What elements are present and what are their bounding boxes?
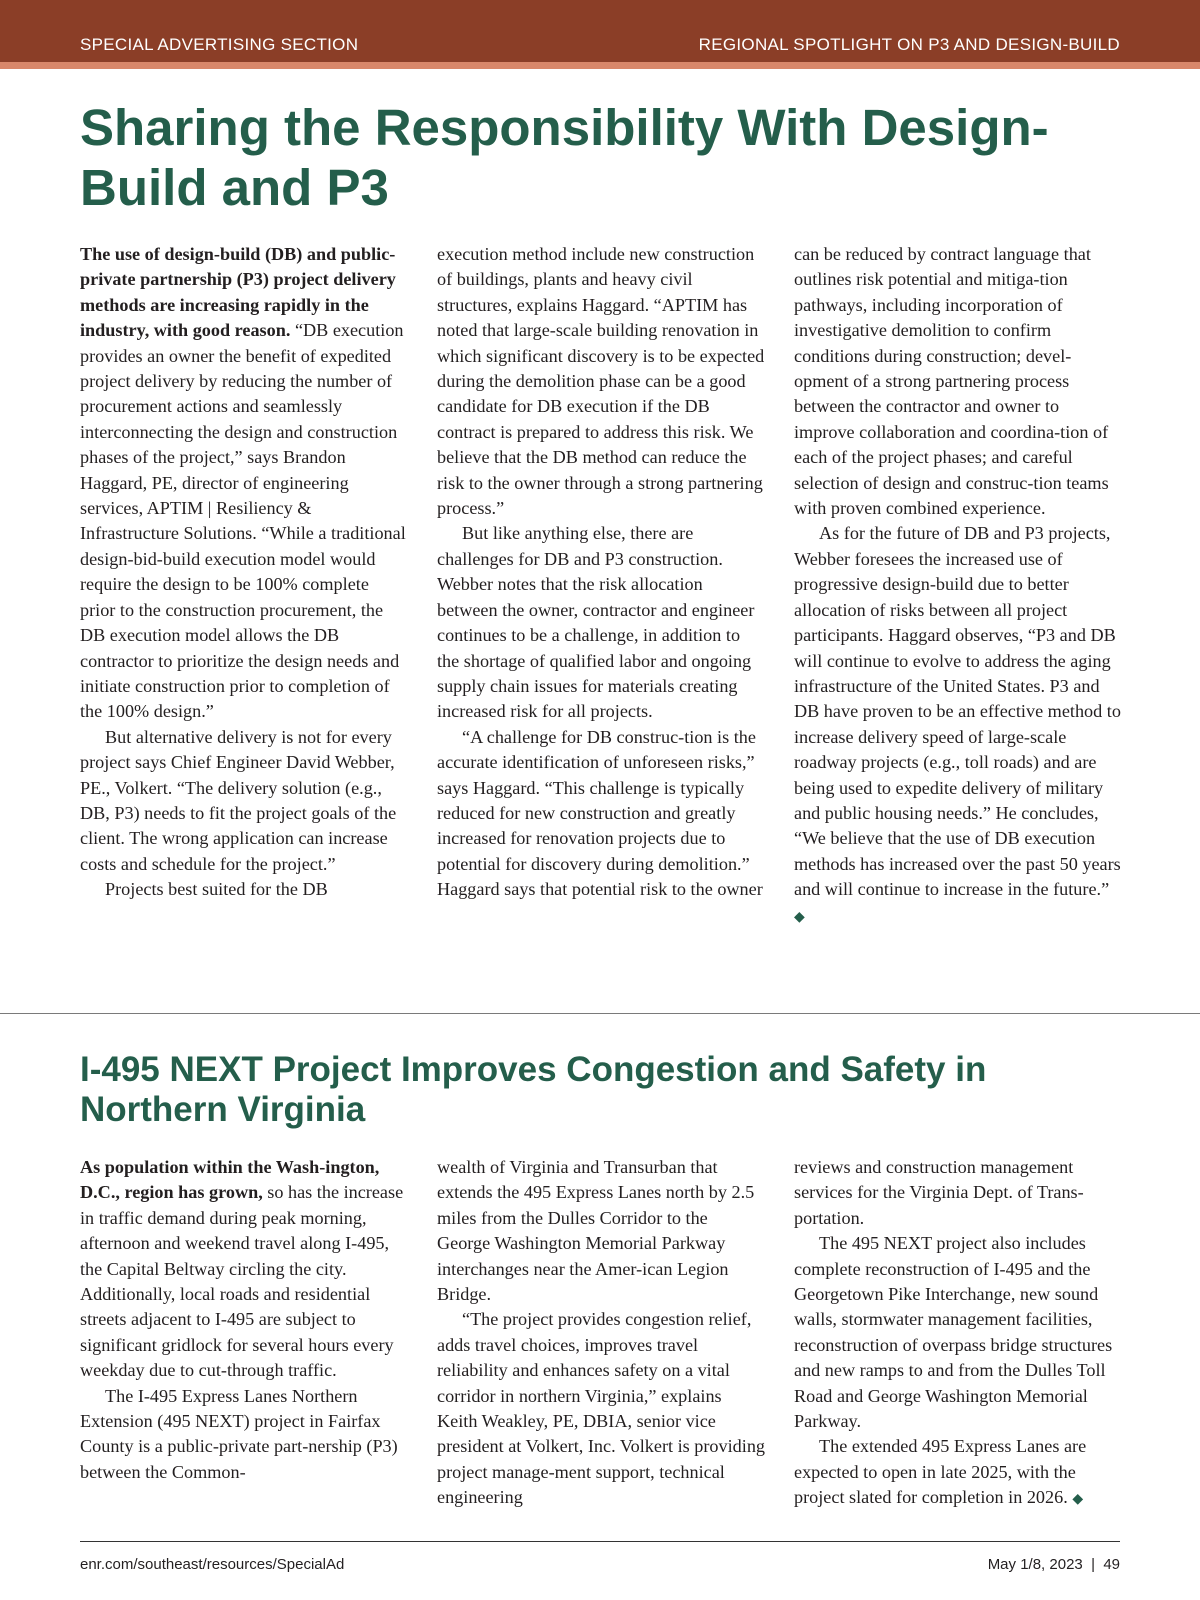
article1-paragraph-6 xyxy=(794,521,1122,930)
section-banner xyxy=(0,0,1200,69)
article1-paragraph-2: But alternative delivery is not for every project says Chief Engineer David Webber, PE., Volkert. “The delivery solution (e.g., DB, P3) needs to fit the project goals of the client. The wrong application can increase costs and schedule for the project.” xyxy=(80,726,397,874)
article2-paragraph-5-text: The extended 495 Express Lanes are expected to open in late 2025, with the project slated for completion in 2026. xyxy=(794,1436,1087,1508)
article2-column-3 xyxy=(794,1155,1122,1513)
footer-rule xyxy=(80,1541,1120,1542)
article1-column-3-continuation: can be reduced by contract language that outlines risk potential and mitiga-tion pathways, including incorporation of investigative demolition to confirm conditions during construction; devel-opment of a strong partnering process between the contractor and owner to improve collaboration and coordina-tion of each of the project phases; and careful selection of design and construc-tion teams with proven combined experience. xyxy=(794,244,1109,519)
article1-lead-paragraph xyxy=(80,242,408,725)
article1-lead-text: “DB execution provides an owner the benefit of expedited project delivery by reducing the number of procurement actions and seamlessly interconnecting the design and construction phases of the project,” says Brandon Haggard, PE, director of engineering services, APTIM | Resiliency & Infrastructure Solutions. “While a traditional design-bid-build execution model would require the design to be 100% complete prior to the construction procurement, the DB execution model allows the DB contractor to prioritize the design needs and initiate construction prior to completion of the 100% design.” xyxy=(80,320,406,722)
article1-paragraph-5-start: “A challenge for DB construc-tion is the accurate identification of unforeseen risks,” says Haggard. “This challenge is typically reduced for new construction and greatly increased for renovation projects due to potential for discovery during demolition.” Haggard says that potential risk to the owner xyxy=(437,726,763,900)
footer-date-page: May 1/8, 2023 | 49 xyxy=(987,1556,1120,1573)
article1-column-1 xyxy=(80,242,408,930)
article2-paragraph-5 xyxy=(794,1434,1122,1512)
article2-lead-text: so has the increase in traffic demand during peak morning, afternoon and weekend travel along I-495, the Capital Beltway circling the city. Additionally, local roads and residential streets adjacent to I-495 are subject to significant gridlock for several hours every weekday due to cut-through traffic. xyxy=(80,1182,404,1381)
section-divider xyxy=(0,1013,1200,1014)
article1-paragraph-6-text: As for the future of DB and P3 projects, Webber foresees the increased use of progressive design-build due to better allocation of risks between all project participants. Haggard observes, “P3 and DB will continue to evolve to address the aging infrastructure of the United States. P3 and DB have proven to be an effective method to increase delivery speed of large-scale roadway projects (e.g., toll roads) and are being used to expedite delivery of military and public housing needs.” He concludes, “We believe that the use of DB execution methods has increased over the past 50 years and will continue to increase in the future.” xyxy=(794,523,1121,900)
footer-url[interactable]: enr.com/southeast/resources/SpecialAd xyxy=(80,1556,345,1573)
article1-column-2 xyxy=(437,242,765,930)
article2-column-3-continuation: reviews and construction management services for the Virginia Dept. of Trans-portation. xyxy=(794,1157,1084,1228)
article1-lead-bold: The use of design-build (DB) and public-private partnership (P3) project delivery methods are increasing rapidly in the industry, with good reason. xyxy=(80,244,396,341)
article2-paragraph-4: The 495 NEXT project also includes complete reconstruction of I-495 and the Georgetown Pike Interchange, new sound walls, stormwater management facilities, reconstruction of overpass bridge structures and new ramps to and from the Dulles Toll Road and George Washington Memorial Parkway. xyxy=(794,1233,1113,1432)
article1-column-2-continuation: execution method include new construction of buildings, plants and heavy civil structures, explains Haggard. “APTIM has noted that large-scale building renovation in which significant discovery is to be expected during the demolition phase can be a good candidate for DB execution if the DB contract is prepared to address this risk. We believe that the DB method can reduce the risk to the owner through a strong partnering process.” xyxy=(437,244,765,519)
banner-left-label: SPECIAL ADVERTISING SECTION xyxy=(80,35,359,54)
article2-title: I-495 NEXT Project Improves Congestion and Safety in Northern Virginia xyxy=(80,1050,987,1129)
article2-column-2-continuation: wealth of Virginia and Transurban that extends the 495 Express Lanes north by 2.5 miles from the Dulles Corridor to the George Washington Memorial Parkway interchanges near the Amer-ican Legion Bridge. xyxy=(437,1157,755,1305)
article2-body xyxy=(80,1155,1122,1513)
end-diamond-icon: ◆ xyxy=(1072,1492,1084,1508)
end-diamond-icon: ◆ xyxy=(794,909,805,925)
article2-column-2 xyxy=(437,1155,765,1513)
article2-paragraph-3-start: “The project provides congestion relief, adds travel choices, improves travel reliability and enhances safety on a vital corridor in northern Virginia,” explains Keith Weakley, PE, DBIA, senior vice president at Volkert, Inc. Volkert is providing project manage-ment support, technical engineering xyxy=(437,1309,766,1508)
article2-lead-paragraph xyxy=(80,1155,408,1384)
article1-paragraph-3-start: Projects best suited for the DB xyxy=(105,879,328,900)
article2-column-1 xyxy=(80,1155,408,1513)
article2-paragraph-2-start: The I-495 Express Lanes Northern Extension (495 NEXT) project in Fairfax County is a public-private part-nership (P3) between the Common- xyxy=(80,1385,398,1482)
article1-paragraph-4: But like anything else, there are challenges for DB and P3 construction. Webber notes that the risk allocation between the owner, contractor and engineer continues to be a challenge, in addition to the shortage of qualified labor and ongoing supply chain issues for materials creating increased risk for all projects. xyxy=(437,523,755,722)
article2-lead-bold: As population within the Wash-ington, D.C., region has grown, xyxy=(80,1157,380,1203)
banner-right-label: REGIONAL SPOTLIGHT ON P3 AND DESIGN-BUILD xyxy=(698,35,1120,54)
article1-column-3 xyxy=(794,242,1122,930)
article1-title: Sharing the Responsibility With Design-Build and P3 xyxy=(80,99,1049,216)
article1-body xyxy=(80,242,1122,930)
